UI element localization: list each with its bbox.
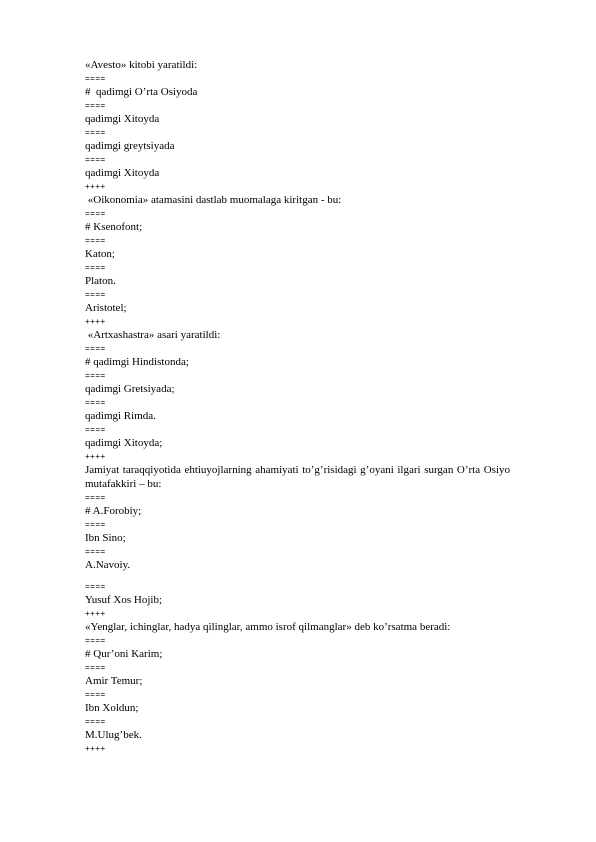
question-3-text: «Artxashastra» asari yaratildi:: [85, 329, 221, 341]
answer-separator: ====: [85, 344, 106, 353]
answer-separator: ====: [85, 493, 106, 502]
question-1-text: «Avesto» kitobi yaratildi:: [85, 59, 198, 71]
answer-separator: ====: [85, 717, 106, 726]
answer-option-correct: # qadimgi O’rta Osiyoda: [85, 86, 198, 98]
question-separator: ++++: [85, 182, 106, 191]
answer-option: qadimgi Gretsiyada;: [85, 383, 175, 395]
answer-option: qadimgi Xitoyda: [85, 113, 160, 125]
answer-option: Yusuf Xos Hojib;: [85, 594, 163, 606]
answer-separator: ====: [85, 398, 106, 407]
answer-separator: ====: [85, 520, 106, 529]
answer-option-correct: # qadimgi Hindistonda;: [85, 356, 189, 368]
answer-separator: ====: [85, 236, 106, 245]
answer-option: Amir Temur;: [85, 675, 143, 687]
answer-option: A.Navoiy.: [85, 559, 131, 571]
answer-separator: ====: [85, 263, 106, 272]
answer-separator: ====: [85, 690, 106, 699]
question-4-text: Jamiyat taraqqiyotida ehtiuyojlarning ahamiyati to’g’risidagi g’oyani ilgari surgan O’rta Osiyo mutafakkiri – bu:: [85, 464, 510, 490]
question-5-text: «Yenglar, ichinglar, hadya qilinglar, ammo isrof qilmanglar» deb ko’rsatma beradi:: [85, 621, 451, 633]
answer-option: Ibn Xoldun;: [85, 702, 139, 714]
answer-option: qadimgi Xitoyda;: [85, 437, 163, 449]
answer-separator: ====: [85, 209, 106, 218]
answer-option: qadimgi greytsiyada: [85, 140, 175, 152]
question-separator: ++++: [85, 317, 106, 326]
answer-option-correct: # Qur’oni Karim;: [85, 648, 163, 660]
answer-separator: ====: [85, 74, 106, 83]
question-separator: ++++: [85, 744, 106, 753]
answer-option-correct: # A.Forobiy;: [85, 505, 142, 517]
answer-separator: ====: [85, 663, 106, 672]
answer-separator: ====: [85, 425, 106, 434]
question-separator: ++++: [85, 609, 106, 618]
answer-separator: ====: [85, 582, 106, 591]
answer-option: Ibn Sino;: [85, 532, 126, 544]
answer-option: qadimgi Rimda.: [85, 410, 156, 422]
answer-separator: ====: [85, 290, 106, 299]
spacer: [85, 572, 510, 580]
answer-separator: ====: [85, 636, 106, 645]
answer-separator: ====: [85, 155, 106, 164]
answer-option: Aristotel;: [85, 302, 127, 314]
answer-option: M.Ulug’bek.: [85, 729, 142, 741]
answer-option: Platon.: [85, 275, 116, 287]
answer-separator: ====: [85, 128, 106, 137]
answer-option-correct: # Ksenofont;: [85, 221, 143, 233]
answer-separator: ====: [85, 101, 106, 110]
answer-option: qadimgi Xitoyda: [85, 167, 160, 179]
question-separator: ++++: [85, 452, 106, 461]
document-body: [85, 58, 510, 755]
answer-separator: ====: [85, 547, 106, 556]
answer-separator: ====: [85, 371, 106, 380]
question-2-text: «Oikonomia» atamasini dastlab muomalaga kiritgan - bu:: [85, 194, 342, 206]
answer-option: Katon;: [85, 248, 115, 260]
